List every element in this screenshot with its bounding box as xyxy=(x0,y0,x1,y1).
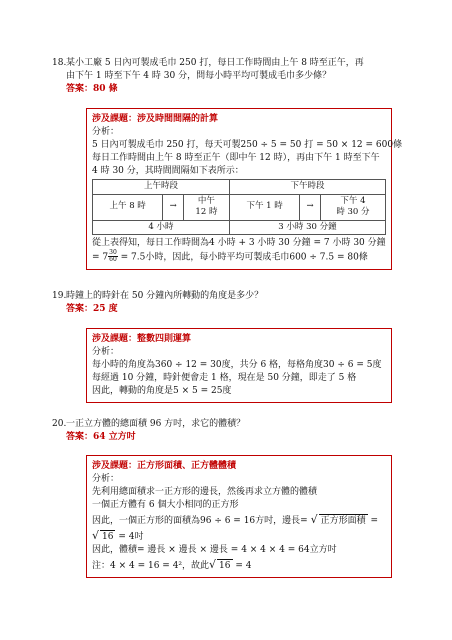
analysis-line: 先利用總面積求一正方形的邊長，然後再求立方體的體積 xyxy=(92,487,318,498)
square-root: 16 xyxy=(100,530,115,544)
table-header-am: 上午時段 xyxy=(93,180,230,194)
table-cell: 4 小時 xyxy=(93,220,230,234)
analysis-line: 因此，轉動的角度是5 × 5 = 25度 xyxy=(92,386,232,397)
question-text: 時鐘上的時針在 50 分鐘內所轉動的角度是多少？ xyxy=(66,291,264,301)
question-text: 由下午 1 時至下午 4 時 30 分，問每小時平均可製成毛巾多少條？ xyxy=(66,71,332,82)
question-19 xyxy=(52,290,396,316)
square-root: 正方形面積 xyxy=(319,514,368,528)
analysis-label: 分析： xyxy=(92,127,120,138)
analysis-line: 因此，一個正方形的面積為96 ÷ 6 = 16方吋，邊長= √ 正方形面積 = xyxy=(92,512,386,528)
answer: 答案：80 條 xyxy=(66,84,118,95)
table-cell: 下午 4 時 30 分 xyxy=(320,194,385,220)
analysis-line: = 7 $\frac{30}{60}$ = 7.5小時，因此，每小時平均可製成毛巾600 ÷ 7.5 = 80條 xyxy=(92,249,368,264)
topic-heading: 涉及課題：正方形面積、正方體體積 xyxy=(92,461,237,471)
question-text: 某小工廠 5 日內可製成毛巾 250 打，每日工作時間由上午 8 時至正午，再 xyxy=(66,58,364,68)
answer: 答案：25 度 xyxy=(66,304,118,315)
arrow-icon: → xyxy=(300,194,321,220)
analysis-line: 從上表得知，每日工作時間為4 小時 + 3 小時 30 分鐘 = 7 小時 30 分鐘 xyxy=(92,238,386,249)
topic-heading: 涉及課題：涉及時間間隔的計算 xyxy=(92,114,219,124)
analysis-line: 注：4 × 4 = 16 = 4²，故此√ 16 = 4 xyxy=(92,557,386,573)
solution-box-18 xyxy=(86,108,403,270)
question-18 xyxy=(52,57,396,96)
analysis-line: 每經過 10 分鐘，時針便會走 1 格，現在是 50 分鐘，即走了 5 格 xyxy=(92,373,357,384)
answer: 答案：64 立方吋 xyxy=(66,432,136,443)
arrow-icon: → xyxy=(163,194,184,220)
question-number: 19. xyxy=(52,291,67,301)
analysis-line: 4 時 30 分，其時間間隔如下表所示： xyxy=(92,166,244,177)
table-cell: 上午 8 時 xyxy=(93,194,163,220)
analysis-label: 分析： xyxy=(92,474,120,485)
question-20 xyxy=(52,418,396,444)
topic-heading: 涉及課題：整數四則運算 xyxy=(92,334,192,344)
analysis-line: 每小時的角度為360 ÷ 12 = 30度，共分 6 格，每格角度30 ÷ 6 = 5度 xyxy=(92,360,382,371)
analysis-line: 每日工作時間由上午 8 時至正午（即中午 12 時），再由下午 1 時至下午 xyxy=(92,153,380,164)
solution-box-20 xyxy=(86,455,392,578)
square-root: 16 xyxy=(217,559,232,573)
analysis-line: 因此，體積= 邊長 × 邊長 × 邊長 = 4 × 4 × 4 = 64立方吋 xyxy=(92,545,337,556)
time-table xyxy=(92,179,386,235)
question-number: 18. xyxy=(52,58,67,68)
analysis-line: √ 16 = 4吋 xyxy=(92,528,386,544)
solution-box-19 xyxy=(86,328,392,403)
table-header-pm: 下午時段 xyxy=(229,180,385,194)
question-text: 一正立方體的總面積 96 方吋，求它的體積？ xyxy=(66,419,246,429)
analysis-line: 5 日內可製成毛巾 250 打，每天可製250 ÷ 5 = 50 打 = 50 × 12 = 600條 xyxy=(92,140,403,151)
question-number: 20. xyxy=(52,419,67,429)
analysis-label: 分析： xyxy=(92,347,120,358)
table-cell: 下午 1 時 xyxy=(229,194,299,220)
analysis-line: 一個正方體有 6 個大小相同的正方形 xyxy=(92,500,239,511)
table-cell: 3 小時 30 分鐘 xyxy=(229,220,385,234)
table-cell: 中午 12 時 xyxy=(183,194,229,220)
fraction: $\frac{30}{60}$ xyxy=(109,249,117,264)
